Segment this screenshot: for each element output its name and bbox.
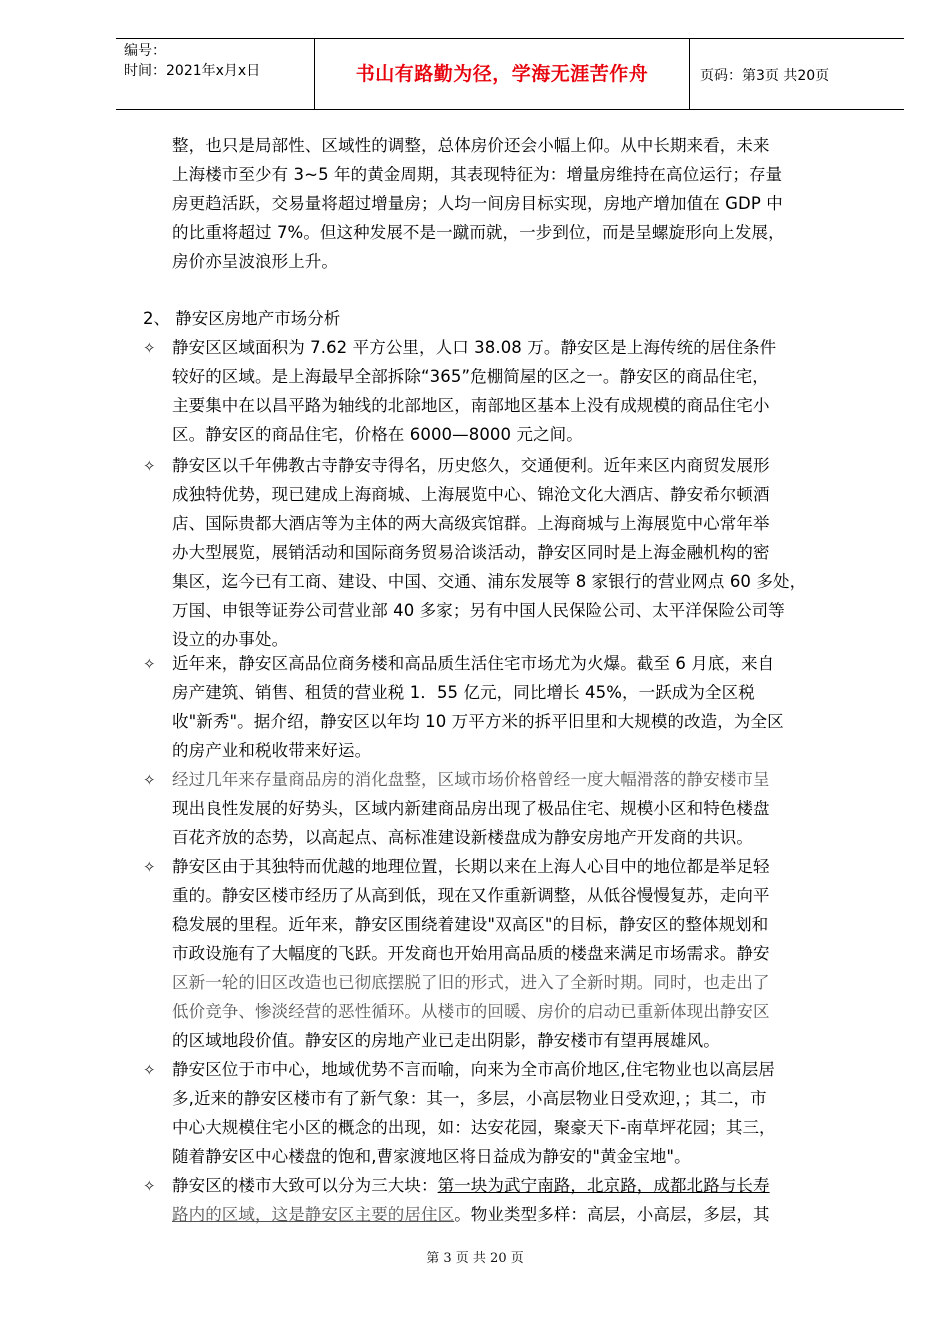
text-line: 低价竞争、惨淡经营的恶性循环。从楼市的回暖、房价的启动已重新体现出静安区: [172, 1002, 770, 1021]
text-line: 稳发展的里程。近年来，静安区围绕着建设"双高区"的目标，静安区的整体规划和: [172, 915, 769, 934]
text-line: 静安区以千年佛教古寺静安寺得名，历史悠久，交通便利。近年来区内商贸发展形: [172, 456, 770, 475]
text-segment: 。物业类型多样：高层，小高层，多层，其: [454, 1205, 770, 1224]
text-line: 万国、申银等证券公司营业部 40 多家；另有中国人民保险公司、太平洋保险公司等: [172, 601, 785, 620]
text-line: [172, 1172, 770, 1200]
document-header: [116, 38, 904, 110]
text-line: 市政设施有了大幅度的飞跃。开发商也开始用高品质的楼盘来满足市场需求。静安: [172, 944, 770, 963]
text-line: 多,近来的静安区楼市有了新气象：其一，多层，小高层物业日受欢迎，；其二，市: [172, 1089, 767, 1108]
header-page-info: 页码：第3页 共20页: [700, 68, 830, 84]
section-heading: 2、 静安区房地产市场分析: [143, 309, 341, 328]
text-line: 房价亦呈波浪形上升。: [172, 252, 338, 271]
text-line: 主要集中在以昌平路为轴线的北部地区，南部地区基本上没有成规模的商品住宅小: [172, 396, 770, 415]
text-line: 集区，迄今已有工商、建设、中国、交通、浦东发展等 8 家银行的营业网点 60 多处，: [172, 572, 807, 591]
text-line: 的区域地段价值。静安区的房地产业已走出阴影，静安楼市有望再展雄风。: [172, 1031, 720, 1050]
text-line: 百花齐放的态势，以高起点、高标准建设新楼盘成为静安房地产开发商的共识。: [172, 828, 753, 847]
bullet-icon: ✧: [143, 1177, 156, 1195]
text-line: 区。静安区的商品住宅，价格在 6000—8000 元之间。: [172, 425, 583, 444]
text-line: 静安区位于市中心，地域优势不言而喻，向来为全市高价地区,住宅物业也以高层居: [172, 1060, 775, 1079]
motto: 书山有路勤为径，学海无涯苦作舟: [355, 63, 649, 85]
text-line: 整，也只是局部性、区域性的调整，总体房价还会小幅上仰。从中长期来看，未来: [172, 136, 770, 155]
text-line: 收"新秀"。据介绍，静安区以年均 10 万平方米的拆平旧里和大规模的改造，为全区: [172, 712, 784, 731]
number-label: 编号：: [124, 43, 166, 59]
text-line: 办大型展览，展销活动和国际商务贸易洽谈活动，静安区同时是上海金融机构的密: [172, 543, 770, 562]
underlined-text: 第一块为武宁南路，北京路，成都北路与长寿: [437, 1176, 770, 1195]
text-line: 成独特优势，现已建成上海商城、上海展览中心、锦沧文化大酒店、静安希尔顿酒: [172, 485, 770, 504]
text-line: 区新一轮的旧区改造也已彻底摆脱了旧的形式，进入了全新时期。同时，也走出了: [172, 973, 770, 992]
text-line: 设立的办事处。: [172, 630, 289, 649]
bullet-icon: ✧: [143, 1061, 156, 1079]
bullet-icon: ✧: [143, 655, 156, 673]
text-line: 现出良性发展的好势头，区域内新建商品房出现了极品住宅、规模小区和特色楼盘: [172, 799, 770, 818]
text-line: 重的。静安区楼市经历了从高到低，现在又作重新调整，从低谷慢慢复苏，走向平: [172, 886, 770, 905]
bullet-icon: ✧: [143, 858, 156, 876]
text-segment: 静安区的楼市大致可以分为三大块：: [172, 1176, 438, 1195]
text-line: 较好的区域。是上海最早全部拆除“365”危棚简屋的区之一。静安区的商品住宅，: [172, 367, 769, 386]
text-line: 近年来，静安区高品位商务楼和高品质生活住宅市场尤为火爆。截至 6 月底，来自: [172, 654, 775, 673]
text-line: [172, 1201, 770, 1229]
bullet-icon: ✧: [143, 339, 156, 357]
text-line: 中心大规模住宅小区的概念的出现，如：达安花园，聚豪天下-南草坪花园；其三，: [172, 1118, 776, 1137]
text-line: 的比重将超过 7%。但这种发展不是一蹴而就，一步到位，而是呈螺旋形向上发展，: [172, 223, 785, 242]
header-page-cell: [690, 39, 904, 109]
text-line: 静安区由于其独特而优越的地理位置，长期以来在上海人心目中的地位都是举足轻: [172, 857, 770, 876]
header-meta-cell: [116, 39, 314, 109]
text-line: 房产建筑、销售、租赁的营业税 1．55 亿元，同比增长 45%，一跃成为全区税: [172, 683, 755, 702]
bullet-icon: ✧: [143, 771, 156, 789]
underlined-text: 路内的区域，这是静安区主要的居住区: [172, 1205, 455, 1224]
text-line: 经过几年来存量商品房的消化盘整，区域市场价格曾经一度大幅滑落的静安楼市呈: [172, 770, 770, 789]
page-footer: 第 3 页 共 20 页: [426, 1251, 524, 1266]
text-line: 店、国际贵都大酒店等为主体的两大高级宾馆群。上海商城与上海展览中心常年举: [172, 514, 770, 533]
text-line: 的房产业和税收带来好运。: [172, 741, 372, 760]
text-line: 静安区区域面积为 7.62 平方公里，人口 38.08 万。静安区是上海传统的居住条件: [172, 338, 777, 357]
time-label: 时间：2021年x月x日: [124, 63, 261, 79]
header-motto-cell: [314, 39, 690, 109]
text-line: 随着静安区中心楼盘的饱和,曹家渡地区将日益成为静安的"黄金宝地"。: [172, 1147, 691, 1166]
bullet-icon: ✧: [143, 457, 156, 475]
text-line: 上海楼市至少有 3~5 年的黄金周期，其表现特征为：增量房维持在高位运行；存量: [172, 165, 783, 184]
text-line: 房更趋活跃，交易量将超过增量房；人均一间房目标实现，房地产增加值在 GDP 中: [172, 194, 783, 213]
